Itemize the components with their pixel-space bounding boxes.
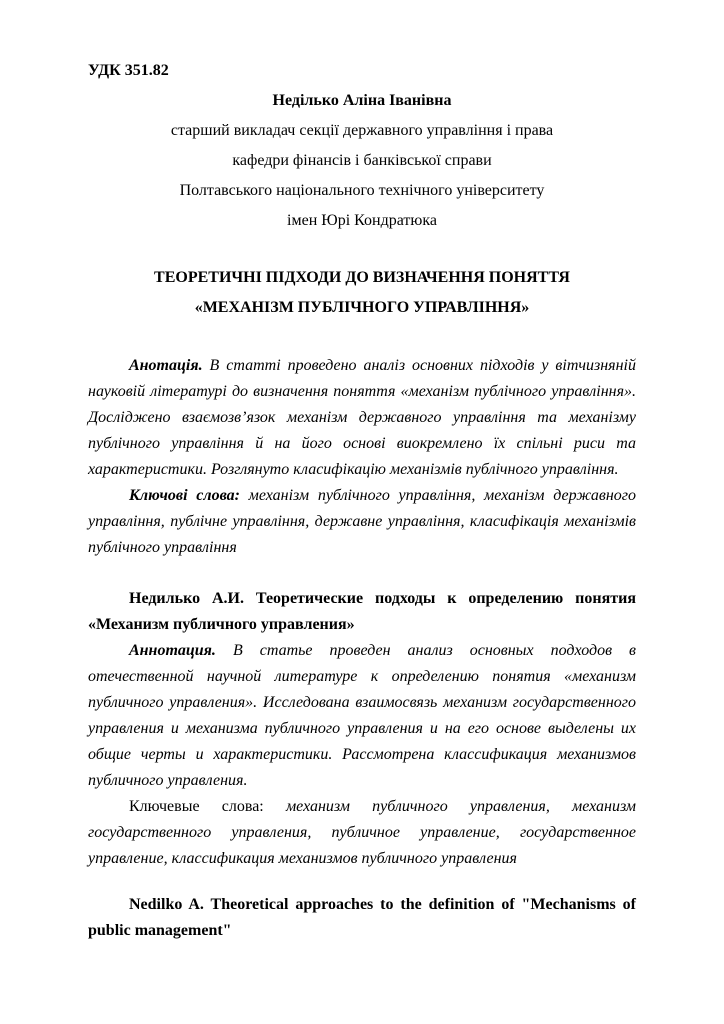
heading-en: Nedilko A. Theoretical approaches to the definition of "Mechanisms of public management"	[88, 896, 636, 939]
abstract-ru-lead: Аннотация.	[129, 642, 216, 659]
article-title-line-2: «МЕХАНІЗМ ПУБЛІЧНОГО УПРАВЛІННЯ»	[194, 299, 530, 316]
abstract-ru-text: В статье проведен анализ основных подходов в отечественной научной литературе к определению понятия «механизм публичного управления». Исследована взаимосвязь механизм государственного управления и механизма публичного управления и на его основе выделены их общие черты и характеристики. Рассмотрена классификация механизмов публичного управления.	[88, 642, 637, 789]
author-university-name-line: імен Юрі Кондратюка	[287, 212, 437, 229]
article-title-line-1: ТЕОРЕТИЧНІ ПІДХОДИ ДО ВИЗНАЧЕННЯ ПОНЯТТЯ	[154, 269, 570, 286]
heading-ru: Недилько А.И. Теоретические подходы к определению понятия «Механизм публичного управления»	[88, 590, 636, 633]
keywords-ua-lead: Ключові слова:	[129, 487, 240, 504]
keywords-ru-lead: Ключевые слова:	[129, 798, 264, 815]
keywords-ru	[88, 794, 636, 872]
author-university-line: Полтавського національного технічного університету	[179, 182, 545, 199]
abstract-ua	[88, 353, 636, 483]
author-department-line: кафедри фінансів і банківської справи	[232, 152, 492, 169]
author-position-line: старший викладач секції державного управління і права	[170, 122, 554, 139]
abstract-ru	[88, 638, 636, 794]
abstract-ua-lead: Анотація.	[129, 357, 203, 374]
udc-code: УДК 351.82	[88, 62, 169, 79]
author-block	[88, 86, 636, 236]
keywords-ru-text: механизм публичного управления, механизм государственного управления, публичное управление, государственное управление, классификация механизмов публичного управления	[88, 798, 637, 867]
keywords-ua-text: механізм публічного управління, механізм державного управління, публічне управління, державне управління, класифікація механізмів публічного управління	[88, 487, 637, 556]
keywords-ua	[88, 483, 636, 561]
article-title	[88, 263, 636, 323]
abstract-ua-text: В статті проведено аналіз основних підходів у вітчизняній науковій літературі до визначення поняття «механізм публічного управління». Досліджено взаємозв’язок механізм державного управління та механізму публічного управління й на його основі виокремлено їх спільні риси та характеристики. Розглянуто класифікацію механізмів публічного управління.	[88, 357, 637, 478]
author-name: Неділько Аліна Іванівна	[272, 92, 452, 109]
